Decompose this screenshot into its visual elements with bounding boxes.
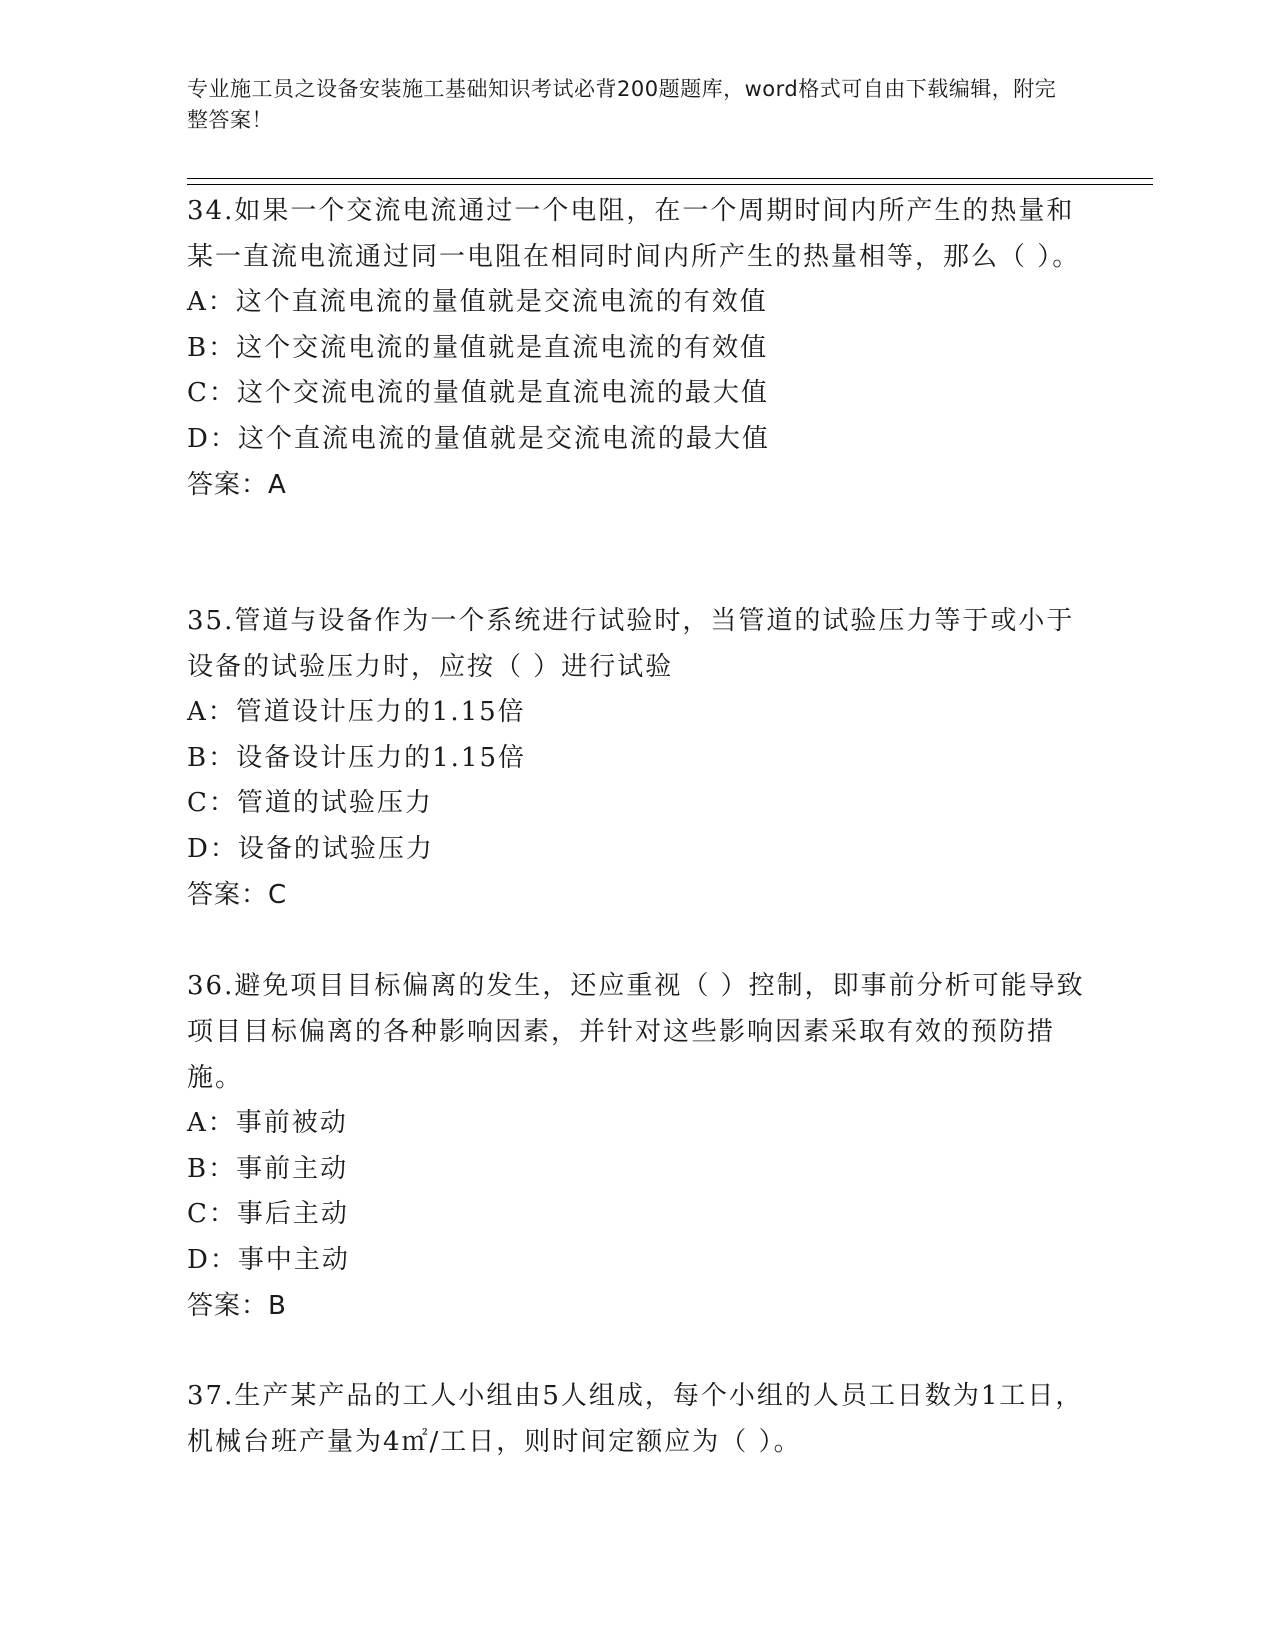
answer: 答案：A: [187, 470, 287, 500]
document-header: [187, 74, 1067, 136]
option-a: A：这个直流电流的量值就是交流电流的有效值: [187, 287, 768, 317]
option-d: D：这个直流电流的量值就是交流电流的最大值: [187, 423, 770, 454]
question-37: [187, 1373, 1087, 1465]
question-stem: 34.如果一个交流电流通过一个电阻，在一个周期时间内所产生的热量和某一直流电流通过同一电阻在相同时间内所产生的热量相等，那么（ ）。: [187, 196, 1081, 272]
question-stem: 35.管道与设备作为一个系统进行试验时，当管道的试验压力等于或小于设备的试验压力时，应按（ ）进行试验: [187, 606, 1075, 682]
header-title: 专业施工员之设备安装施工基础知识考试必背200题题库，word格式可自由下载编辑，附完整答案！: [187, 77, 1057, 132]
option-d: D：事中主动: [187, 1244, 350, 1275]
option-c: C：事后主动: [187, 1199, 349, 1229]
question-stem: 36.避免项目目标偏离的发生，还应重视（ ）控制，即事前分析可能导致项目目标偏离的各种影响因素，并针对这些影响因素采取有效的预防措施。: [187, 971, 1085, 1093]
option-c: C：管道的试验压力: [187, 788, 433, 818]
question-stem: 37.生产某产品的工人小组由5人组成，每个小组的人员工日数为1工日，机械台班产量为4㎡/工日，则时间定额应为（ ）。: [187, 1381, 1084, 1457]
option-b: B：这个交流电流的量值就是直流电流的有效值: [187, 332, 769, 363]
answer: 答案：C: [187, 880, 288, 910]
header-divider-top: [187, 178, 1153, 179]
option-c: C：这个交流电流的量值就是直流电流的最大值: [187, 378, 769, 408]
question-36: [187, 963, 1087, 1329]
option-b: B：事前主动: [187, 1153, 349, 1184]
option-d: D：设备的试验压力: [187, 833, 434, 864]
option-a: A：管道设计压力的1.15倍: [187, 697, 526, 727]
option-b: B：设备设计压力的1.15倍: [187, 742, 526, 773]
option-a: A：事前被动: [187, 1108, 348, 1138]
answer: 答案：B: [187, 1291, 287, 1321]
question-35: [187, 598, 1087, 918]
question-34: [187, 188, 1087, 508]
header-divider-bottom: [187, 184, 1153, 185]
